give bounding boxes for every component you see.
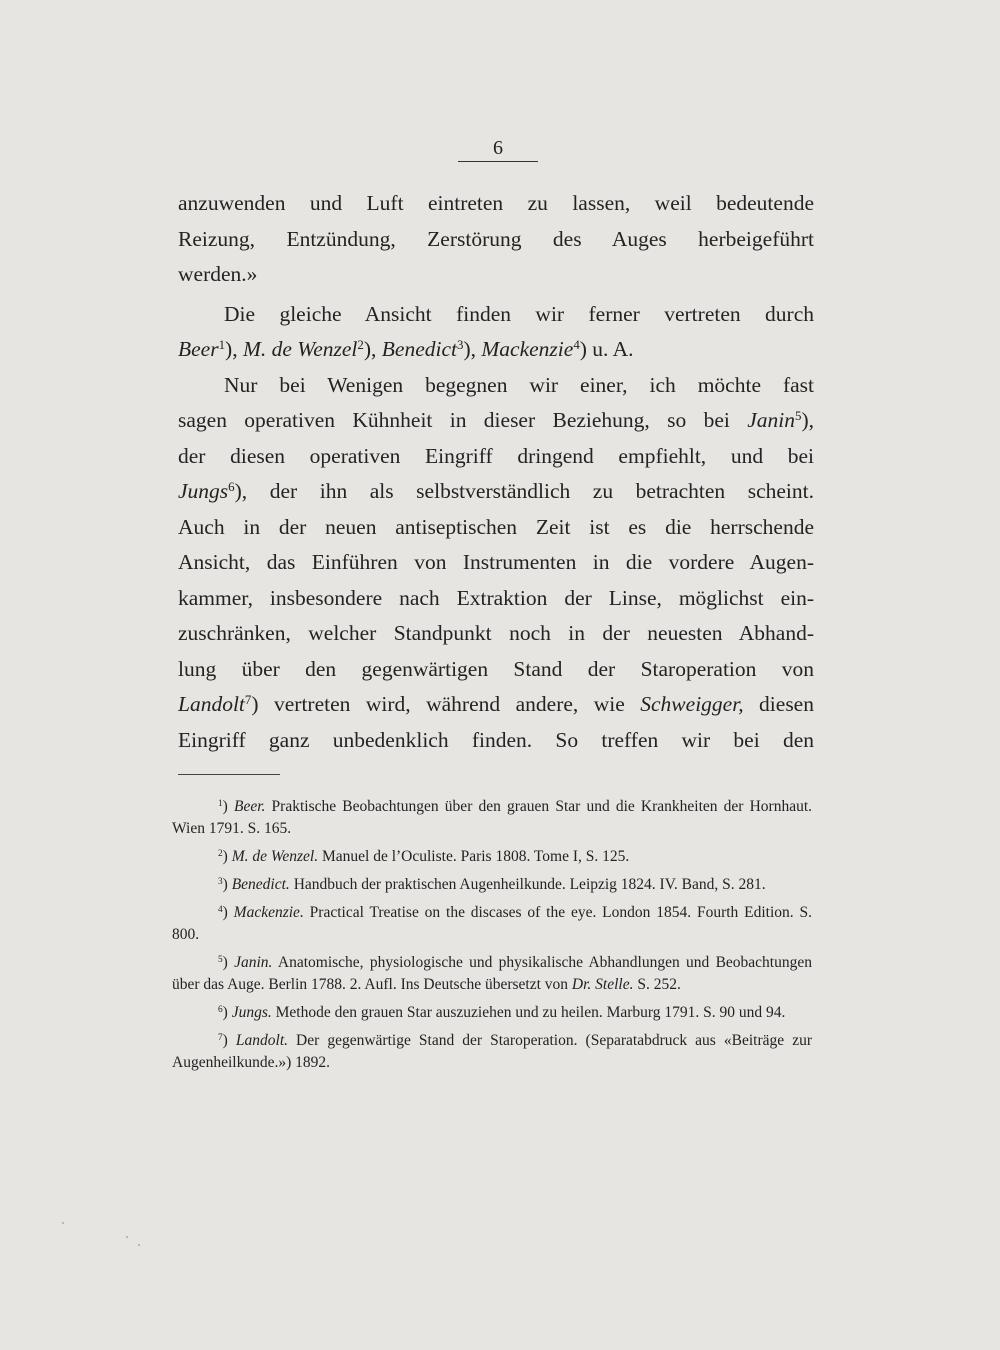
scan-speck: [126, 1236, 128, 1238]
footnote-ref: 5: [795, 408, 802, 423]
footnote-text: Practical Treatise on the discases of the eye. London 1854. Fourth Edition. S. 800.: [172, 904, 812, 943]
footnote-author: Mackenzie.: [233, 904, 304, 921]
footnote-text: Handbuch der praktischen Augenheilkunde. Leipzig 1824. IV. Band, S. 281.: [289, 876, 766, 893]
footnote-mark: 2: [218, 848, 223, 859]
footnote-author: Landolt.: [235, 1032, 288, 1049]
footnote: $^1$) Beer. Praktische Beobachtungen über den grauen Star und die Krankheiten der Hornhaut. Wien 1791. S. 165.: [172, 798, 813, 837]
body-line: Eingriff ganz unbedenklich finden. So treffen wir bei den: [178, 727, 814, 752]
body-line: Ansicht, das Einführen von Instrumenten in die vordere Augen-: [178, 550, 814, 574]
footnote-mark: 3: [218, 876, 223, 887]
author-name: Benedict: [381, 337, 458, 361]
body-line: Beer$^1$), M. de Wenzel$^2$), Benedict$^3$), Mackenzie$^4$) u. A.: [178, 337, 634, 361]
footnote-mark: 4: [218, 904, 223, 915]
body-line: Jungs$^6$), der ihn als selbstverständlich zu betrachten scheint.: [178, 479, 814, 503]
footnote-text: Der gegenwärtige Stand der Staroperation. (Separatabdruck aus «Beiträge zur Augenheilkunde.») 1892.: [172, 1032, 812, 1071]
footnote-ref: 1: [218, 337, 226, 352]
footnote: $^4$) Mackenzie. Practical Treatise on the discases of the eye. London 1854. Fourth Edition. S. 800.: [172, 904, 812, 943]
author-name: Mackenzie: [481, 337, 574, 361]
page-number: 6: [493, 137, 503, 159]
footnote-text: Anatomische, physiologische und physikalische Abhandlungen und Beobachtungen über das Auge. Berlin 1788. 2. Aufl. Ins Deutsche übersetzt von: [172, 954, 812, 993]
author-name: Beer: [178, 337, 219, 361]
footnote-text: Manuel de l’Oculiste. Paris 1808. Tome I, S. 125.: [318, 848, 630, 865]
author-name: Landolt: [178, 692, 245, 716]
footnote: $^7$) Landolt. Der gegenwärtige Stand der Staroperation. (Separatabdruck aus «Beiträge zur Augenheilkunde.») 1892.: [172, 1032, 812, 1071]
body-line: werden.»: [178, 262, 258, 286]
body-line: Die gleiche Ansicht finden wir ferner vertreten durch: [224, 301, 814, 326]
footnote: $^3$) Benedict. Handbuch der praktischen Augenheilkunde. Leipzig 1824. IV. Band, S. 281.: [218, 876, 766, 893]
footnote-ref: 3: [457, 337, 464, 352]
footnote-mark: 5: [218, 954, 223, 965]
footnote: $^6$) Jungs. Methode den grauen Star auszuziehen und zu heilen. Marburg 1791. S. 90 und 94.: [218, 1004, 786, 1021]
scan-speck: [62, 1222, 64, 1224]
footnote-rule: [178, 774, 280, 775]
footnote-mark: 7: [218, 1032, 223, 1043]
translator-name: Dr. Stelle.: [571, 976, 634, 993]
footnote-text: Methode den grauen Star auszuziehen und zu heilen. Marburg 1791. S. 90 und 94.: [271, 1004, 786, 1021]
body-line: Reizung, Entzündung, Zerstörung des Auges herbeigeführt: [178, 226, 814, 251]
footnote-author: M. de Wenzel.: [231, 848, 319, 865]
author-name: M. de Wenzel: [242, 337, 358, 361]
author-name: Schweigger,: [640, 692, 744, 716]
scan-speck: [138, 1244, 140, 1246]
footnote-text: Praktische Beobachtungen über den grauen Star und die Krankheiten der Hornhaut. Wien 1791. S. 165.: [172, 798, 813, 837]
footnote-ref: 7: [244, 692, 252, 707]
body-line: Nur bei Wenigen begegnen wir einer, ich möchte fast: [224, 372, 814, 397]
body-line: der diesen operativen Eingriff dringend empfiehlt, und bei: [178, 443, 814, 468]
footnote-author: Benedict.: [231, 876, 290, 893]
author-name: Janin: [747, 408, 795, 432]
body-text: [178, 186, 814, 758]
footnote: $^2$) M. de Wenzel. Manuel de l’Oculiste. Paris 1808. Tome I, S. 125.: [218, 848, 630, 865]
body-line: Auch in der neuen antiseptischen Zeit ist es die herrschende: [178, 514, 814, 539]
footnote-mark: 6: [218, 1004, 223, 1015]
body-line: kammer, insbesondere nach Extraktion der Linse, möglichst ein-: [178, 585, 814, 610]
footnote-ref: 6: [228, 479, 235, 494]
footnote-author: Jungs.: [231, 1004, 272, 1021]
body-line: lung über den gegenwärtigen Stand der Staroperation von: [178, 656, 814, 681]
footnote-ref: 4: [573, 337, 580, 352]
body-line: zuschränken, welcher Standpunkt noch in der neuesten Abhand-: [178, 621, 814, 645]
footnote-mark: 1: [218, 798, 223, 809]
body-line: sagen operativen Kühnheit in dieser Beziehung, so bei Janin$^5$),: [178, 408, 814, 432]
footnote: $^5$) Janin. Anatomische, physiologische und physikalische Abhandlungen und Beobachtungen über das Auge. Berlin 1788. 2. Aufl. Ins Deutsche übersetzt von Dr. Stelle. S. 252.: [172, 954, 812, 993]
page-number-rule: [458, 161, 538, 162]
footnote-author: Janin.: [234, 954, 273, 971]
author-name: Jungs: [178, 479, 229, 503]
footnote-ref: 2: [357, 337, 364, 352]
footnotes: [172, 796, 812, 1080]
footnote-author: Beer.: [233, 798, 266, 815]
body-line: anzuwenden und Luft eintreten zu lassen, weil bedeutende: [178, 191, 814, 215]
body-line: Landolt$^7$) vertreten wird, während andere, wie Schweigger, diesen: [178, 692, 814, 716]
